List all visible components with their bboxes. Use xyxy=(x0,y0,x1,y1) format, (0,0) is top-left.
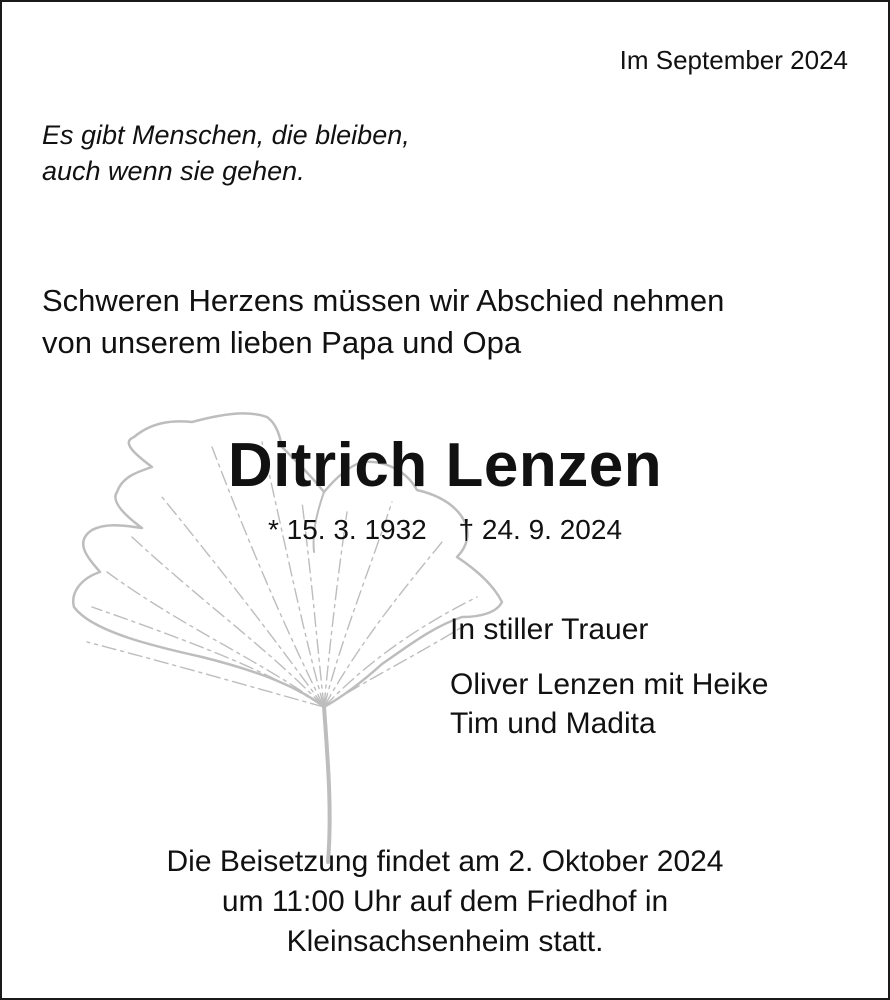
memorial-quote xyxy=(42,117,410,189)
death-date: † 24. 9. 2024 xyxy=(458,514,623,545)
life-dates xyxy=(2,512,888,548)
intro-line: von unserem lieben Papa und Opa xyxy=(42,325,522,360)
deceased-name: Ditrich Lenzen xyxy=(227,431,663,500)
quote-line: auch wenn sie gehen. xyxy=(42,156,305,186)
intro-line: Schweren Herzens müssen wir Abschied nehmen xyxy=(42,283,725,318)
intro-text xyxy=(42,280,724,364)
quote-line: Es gibt Menschen, die bleiben, xyxy=(42,120,410,150)
signer-line: Tim und Madita xyxy=(450,707,656,740)
notice-date: Im September 2024 xyxy=(619,45,848,75)
burial-line: Die Beisetzung findet am 2. Oktober 2024 xyxy=(166,845,724,878)
family-signers xyxy=(450,665,768,743)
mourning-line: In stiller Trauer xyxy=(450,613,649,646)
signer-line: Oliver Lenzen mit Heike xyxy=(450,668,769,701)
burial-line: Kleinsachsenheim statt. xyxy=(286,925,604,958)
burial-info xyxy=(2,842,888,962)
burial-line: um 11:00 Uhr auf dem Friedhof in xyxy=(221,885,669,918)
birth-date: * 15. 3. 1932 xyxy=(267,514,427,545)
